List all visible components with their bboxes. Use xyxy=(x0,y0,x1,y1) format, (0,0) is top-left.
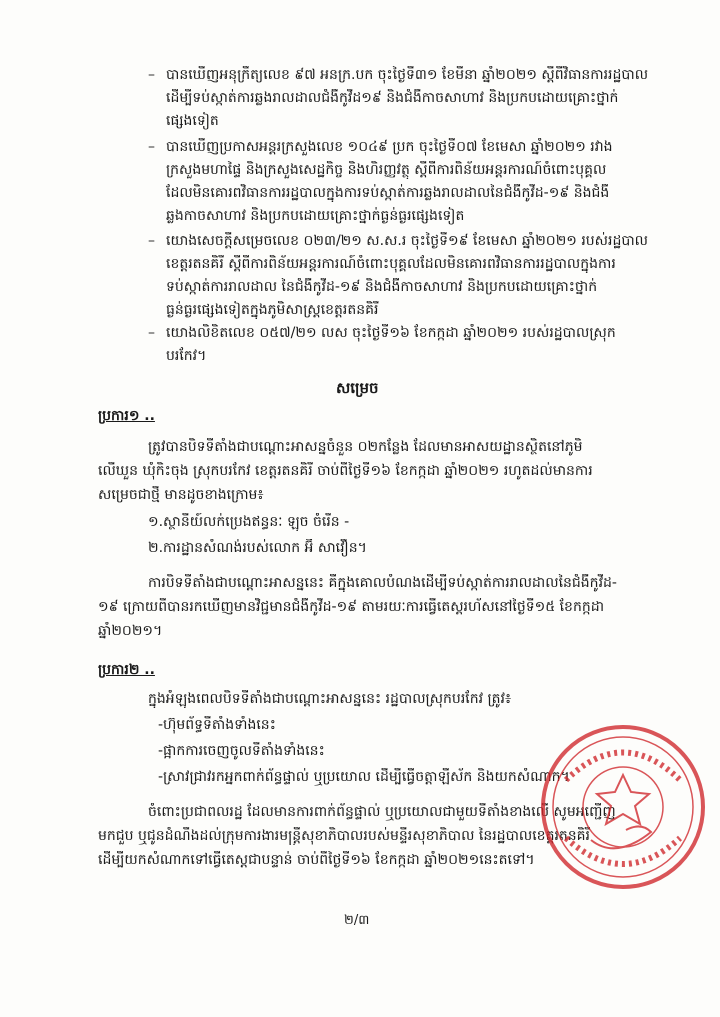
article-1-line: ១៩ ក្រោយពីបានរកឃើញមានវិជ្ជមានជំងឺកូវីដ-១៩ តាមរយៈការធ្វើតេស្តរហ័សនៅថ្ងៃទី១៥ ខែកក្កដា xyxy=(98,599,605,615)
intro-line: ផ្សេងទៀត xyxy=(166,113,219,129)
article-1-list-item: ២.ការដ្ឋានសំណង់របស់លោក អ៊ី សាវឿន។ xyxy=(148,540,367,556)
article-1-line: ត្រូវបានបិទទីតាំងជាបណ្តោះអាសន្នចំនួន ០២កន្លែង ដែលមានអាសយដ្ឋានស្ថិតនៅភូមិ xyxy=(148,439,583,455)
article-2-list-item: -ផ្អាកការចេញចូលទីតាំងទាំងនេះ xyxy=(158,743,325,759)
intro-line: ដើម្បីទប់ស្កាត់ការឆ្លងរាលដាលជំងឺកូវីដ១៩ និងជំងឺកាចសាហាវ និងប្រកបដោយគ្រោះថ្នាក់ xyxy=(166,90,619,106)
intro-line: ខេត្តរតនគិរី ស្តីពីការពិន័យអន្តរការណ៍ចំពោះបុគ្គលដែលមិនគោរពវិធានការរដ្ឋបាលក្នុងការ xyxy=(166,256,616,272)
intro-line: ដែលមិនគោរពវិធានការរដ្ឋបាលក្នុងការទប់ស្កាត់ការឆ្លងរាលដាលនៃជំងឺកូវីដ-១៩ និងជំងឺ xyxy=(166,185,610,201)
intro-line: បានឃើញអនុក្រឹត្យលេខ ៩៧ អនក្រ.បក ចុះថ្ងៃទី៣១ ខែមីនា ឆ្នាំ២០២១ ស្តីពីវិធានការរដ្ឋបាល xyxy=(166,67,649,83)
article-2-heading-text: ប្រការ២ .. xyxy=(98,662,155,678)
article-2-line: ក្នុងអំឡុងពេលបិទទីតាំងជាបណ្តោះអាសន្ននេះ រដ្ឋបាលស្រុកបរកែវ ត្រូវ៖ xyxy=(148,691,512,707)
intro-line: ធ្ងន់ធ្ងរផ្សេងទៀតក្នុងភូមិសាស្ត្រខេត្តរតនគិរី xyxy=(166,302,379,318)
article-1-line: ការបិទទីតាំងជាបណ្តោះអាសន្ននេះ គឺក្នុងគោលបំណងដើម្បីទប់ស្កាត់ការរាលដាលនៃជំងឺកូវីដ- xyxy=(148,575,617,591)
intro-line: ក្រសួងមហាផ្ទៃ និងក្រសួងសេដ្ឋកិច្ច និងហិរញ្ញវត្ថុ ស្តីពីការពិន័យអន្តរការណ៍ចំពោះបុគ្គល xyxy=(166,162,607,178)
article-1-line: សម្រេចជាថ្មី មានដូចខាងក្រោម៖ xyxy=(98,487,264,503)
intro-line: បរកែវ។ xyxy=(166,348,207,364)
article-1-heading-text: ប្រការ១ .. xyxy=(98,408,155,424)
page-number: ២/៣ xyxy=(344,913,370,928)
article-1-heading xyxy=(98,406,155,427)
article-2-line: ចំពោះប្រជាពលរដ្ឋ ដែលមានការពាក់ព័ន្ធផ្ទាល់ ឬប្រយោលជាមួយទីតាំងខាងលើ សូមអញ្ជើញ xyxy=(148,804,616,820)
intro-line: ឆ្លងកាចសាហាវ និងប្រកបដោយគ្រោះថ្នាក់ធ្ងន់ធ្ងរផ្សេងទៀត xyxy=(166,208,465,224)
article-2-list-item: -ហ៊ុមព័ទ្ធទីតាំងទាំងនេះ xyxy=(158,717,276,733)
article-1-line: ឆ្នាំ២០២១។ xyxy=(98,623,163,639)
article-2-list-item: -ស្រាវជ្រាវរកអ្នកពាក់ព័ន្ធផ្ទាល់ ឬប្រយោល ដើម្បីធ្វើចត្តាឡីស័ក និងយកសំណាក។ xyxy=(158,769,570,785)
article-2-line: មកជួប ឬជូនដំណឹងដល់ក្រុមការងារមន្ត្រីសុខាភិបាលរបស់មន្ទីរសុខាភិបាល នៃរដ្ឋបាលខេត្តរតនគិរី xyxy=(98,828,590,844)
article-1-list-item: ១.ស្ថានីយ៍លក់ប្រេងឥន្ធនៈ ឡុច ចំរើន - xyxy=(148,514,350,530)
bullet-dash: – xyxy=(148,325,155,341)
article-2-line: ដើម្បីយកសំណាកទៅធ្វើតេស្តជាបន្ទាន់ ចាប់ពីថ្ងៃទី១៦ ខែកក្កដា ឆ្នាំ២០២១នេះតទៅ។ xyxy=(98,852,535,868)
article-1-line: លើឃួន ឃុំកិះចុង ស្រុកបរកែវ ខេត្តរតនគិរី ចាប់ពីថ្ងៃទី១៦ ខែកក្កដា ឆ្នាំ២០២១ រហូតដល់មានការ xyxy=(98,463,593,479)
bullet-dash: – xyxy=(148,233,155,249)
official-seal-stamp-icon xyxy=(536,720,710,894)
intro-line: បានឃើញប្រកាសអន្តរក្រសួងលេខ ១០៤៩ ប្រក ចុះថ្ងៃទី០៧ ខែមេសា ឆ្នាំ២០២១ រវាង xyxy=(166,139,613,155)
bullet-dash: – xyxy=(148,67,155,83)
decision-title: សម្រេច xyxy=(336,379,379,397)
intro-line: យោងលិខិតលេខ ០៥៧/២១ លស ចុះថ្ងៃទី១៦ ខែកក្កដា ឆ្នាំ២០២១ របស់រដ្ឋបាលស្រុក xyxy=(166,325,616,341)
article-2-heading xyxy=(98,660,155,681)
intro-line: ទប់ស្កាត់ការរាលដាល នៃជំងឺកូវីដ-១៩ និងជំងឺកាចសាហាវ និងប្រកបដោយគ្រោះថ្នាក់ xyxy=(166,279,598,295)
bullet-dash: – xyxy=(148,139,155,155)
intro-line: យោងសេចក្តីសម្រេចលេខ ០២៣/២១ ស.ស.រ ចុះថ្ងៃទី១៩ ខែមេសា ឆ្នាំ២០២១ របស់រដ្ឋបាល xyxy=(166,233,648,249)
